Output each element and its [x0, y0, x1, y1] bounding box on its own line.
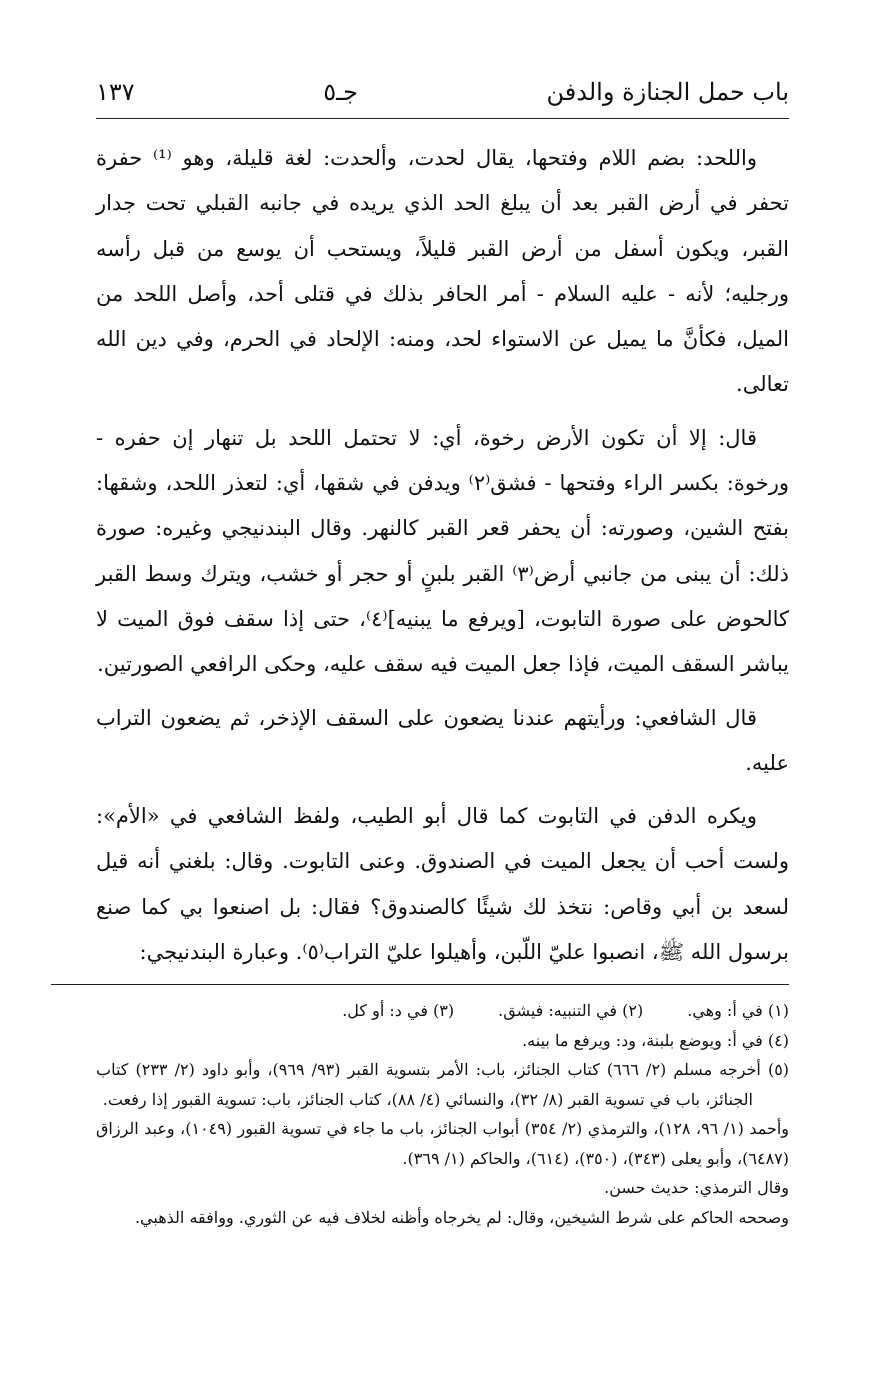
footnote-divider — [51, 984, 789, 985]
paragraph-4: ويكره الدفن في التابوت كما قال أبو الطيب، ولفظ الشافعي في «الأم»: ولست أحب أن يجعل الميت في الصندوق. وعنى التابوت. وقال: بلغني أنه قيل لسعد بن أبي وقاص: نتخذ لك شيئًا كالصندوق؟ فقال: بل اصنعوا بي كما صنع برسول الله ﷺ، انصبوا عليّ اللّبن، وأهيلوا عليّ التراب⁽٥⁾. وعبارة البندنيجي: — [96, 804, 789, 965]
running-header — [96, 72, 789, 112]
volume-label: جـ٥ — [323, 78, 358, 106]
chapter-title: باب حمل الجنازة والدفن — [546, 78, 789, 106]
header-divider — [96, 118, 789, 119]
paragraph-3: قال الشافعي: ورأيتهم عندنا يضعون على السقف الإذخر، ثم يضعون التراب عليه. — [96, 705, 789, 775]
footnote-5-continued-1: وأحمد (١/ ٩٦، ١٢٨)، والترمذي (٢/ ٣٥٤) أبواب الجنائز، باب ما جاء في تسوية القبور (١٠٤٩)، وعبد الرزاق (٦٤٨٧)، وأبو يعلى (٣٤٣)، (٣٥٠)، (٦١٤)، والحاكم (١/ ٣٦٩). — [96, 1119, 790, 1168]
footnote-3: (٣) في د: أو كل. — [342, 1001, 455, 1020]
footnote-5: (٥) أخرجه مسلم (٢/ ٦٦٦) كتاب الجنائز، باب: الأمر بتسوية القبر (٩٣/ ٩٦٩)، وأبو داود (٢/ ٢٣٣) كتاب الجنائز، باب في تسوية القبر (٨/ ٣٢)، والنسائي (٤/ ٨٨)، كتاب الجنائز، باب: تسوية القبور إذا رفعت. — [96, 1060, 790, 1109]
page-number: ١٣٧ — [96, 78, 135, 106]
footnote-2: (٢) في التنبيه: فيشق. — [498, 1001, 644, 1020]
footnote-row-1 — [96, 996, 789, 1026]
paragraph-1: واللحد: بضم اللام وفتحها، يقال لحدت، وألحدت: لغة قليلة، وهو ⁽¹⁾ حفرة تحفر في أرض القبر بعد أن يبلغ الحد الذي يريده في جانبه القبلي تحت جدار القبر، ويكون أسفل من أرض القبر قليلاً، ويستحب أن يوسع من قبل رأسه ورجليه؛ لأنه - عليه السلام - أمر الحافر بذلك في قتلى أحد، وأصل اللحد من الميل، فكأنَّ ما يميل عن الاستواء لحد، ومنه: الإلحاد في الحرم، وفي دين الله تعالى. — [96, 146, 789, 397]
footnote-5-continued-2: وقال الترمذي: حديث حسن. — [604, 1178, 789, 1197]
footnote-4: (٤) في أ: ويوضع بلبنة، ود: ويرفع ما بينه. — [522, 1030, 789, 1050]
footnote-1: (١) في أ: وهي. — [687, 1001, 789, 1020]
footnote-5-continued-3: وصححه الحاكم على شرط الشيخين، وقال: لم يخرجاه وأظنه لخلاف فيه عن الثوري. ووافقه الذهبي. — [134, 1207, 789, 1227]
footnotes — [96, 996, 789, 1232]
paragraph-2: قال: إلا أن تكون الأرض رخوة، أي: لا تحتمل اللحد بل تنهار إن حفره - ورخوة: بكسر الراء وفتحها - فشق⁽٢⁾ ويدفن في شقها، أي: لتعذر اللحد، وشقها: بفتح الشين، وصورته: أن يحفر قعر القبر كالنهر. وقال البندنيجي وغيره: صورة ذلك: أن يبنى من جانبي أرض⁽٣⁾ القبر بلبنٍ أو حجر أو خشب، ويترك وسط القبر كالحوض على صورة التابوت، [ويرفع ما يبنيه]⁽٤⁾، حتى إذا سقف فوق الميت لا يباشر السقف الميت، فإذا جعل الميت فيه سقف عليه، وحكى الرافعي الصورتين. — [96, 425, 789, 677]
main-text — [96, 136, 789, 983]
